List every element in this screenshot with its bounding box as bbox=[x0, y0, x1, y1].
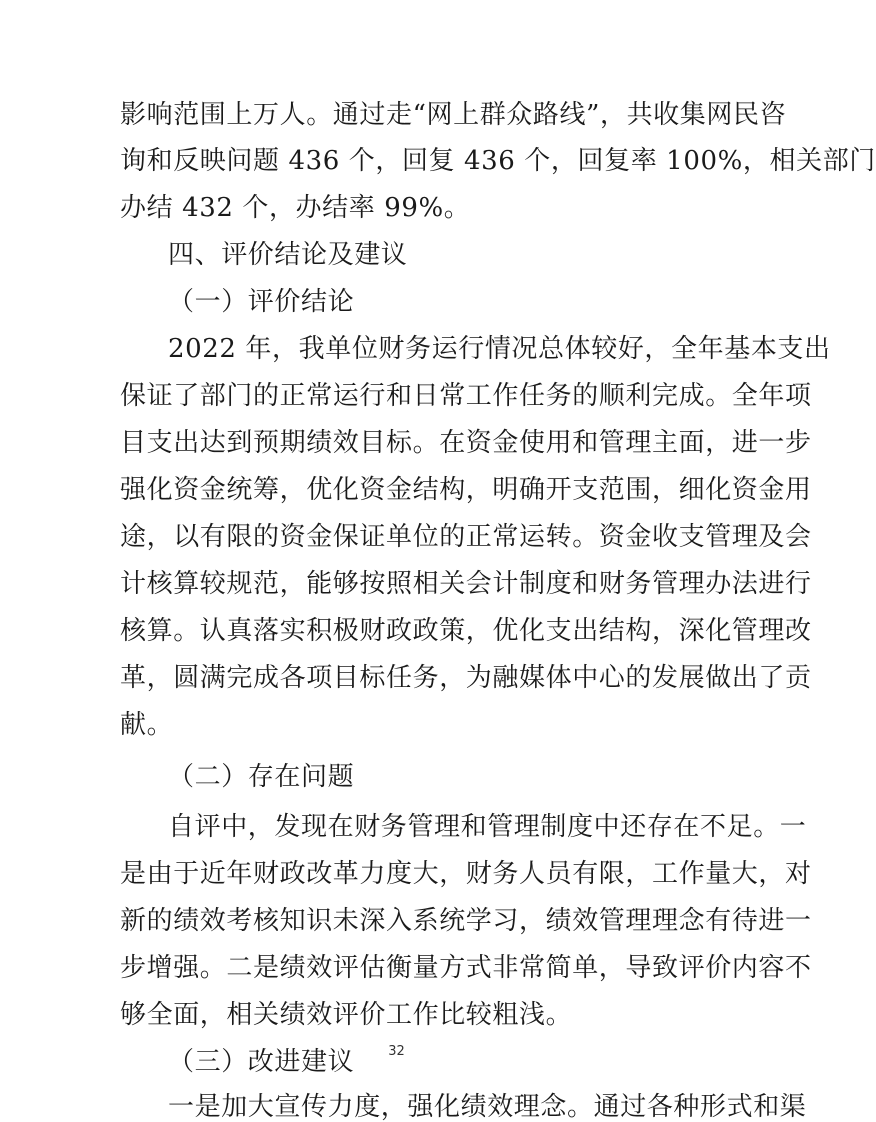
body-text-line: 计核算较规范，能够按照相关会计制度和财务管理办法进行 bbox=[120, 569, 812, 599]
body-text-line: 步增强。二是绩效评估衡量方式非常简单，导致评价内容不 bbox=[120, 953, 812, 983]
body-text-line: 影响范围上万人。通过走“网上群众路线”，共收集网民咨 bbox=[120, 100, 787, 130]
body-text-line: 办结 432 个，办结率 99%。 bbox=[120, 193, 471, 223]
subsection-heading: （一）评价结论 bbox=[168, 287, 355, 317]
body-text-line: 目支出达到预期绩效目标。在资金使用和管理主面，进一步 bbox=[120, 428, 812, 458]
subsection-heading: （三）改进建议 bbox=[168, 1047, 355, 1077]
body-text-line: 核算。认真落实积极财政政策，优化支出结构，深化管理改 bbox=[120, 616, 812, 646]
paragraph-first-line: 自评中，发现在财务管理和管理制度中还存在不足。一 bbox=[168, 812, 807, 842]
paragraph-first-line: 一是加大宣传力度，强化绩效理念。通过各种形式和渠 bbox=[168, 1092, 807, 1122]
page-number: 32 bbox=[388, 1044, 405, 1059]
body-text-line: 革，圆满完成各项目标任务，为融媒体中心的发展做出了贡 bbox=[120, 663, 812, 693]
body-text-line: 够全面，相关绩效评价工作比较粗浅。 bbox=[120, 1000, 573, 1030]
body-text-line: 强化资金统筹，优化资金结构，明确开支范围，细化资金用 bbox=[120, 475, 812, 505]
subsection-heading: （二）存在问题 bbox=[168, 762, 355, 792]
paragraph-first-line: 2022 年，我单位财务运行情况总体较好，全年基本支出 bbox=[168, 334, 831, 364]
body-text-line: 是由于近年财政改革力度大，财务人员有限，工作量大，对 bbox=[120, 859, 812, 889]
body-text-line: 保证了部门的正常运行和日常工作任务的顺利完成。全年项 bbox=[120, 381, 812, 411]
body-text-line: 新的绩效考核知识未深入系统学习，绩效管理理念有待进一 bbox=[120, 906, 812, 936]
body-text-line: 献。 bbox=[120, 710, 174, 740]
section-heading: 四、评价结论及建议 bbox=[168, 240, 408, 270]
body-text-line: 途，以有限的资金保证单位的正常运转。资金收支管理及会 bbox=[120, 522, 812, 552]
body-text-line: 询和反映问题 436 个，回复 436 个，回复率 100%，相关部门 bbox=[120, 146, 876, 176]
